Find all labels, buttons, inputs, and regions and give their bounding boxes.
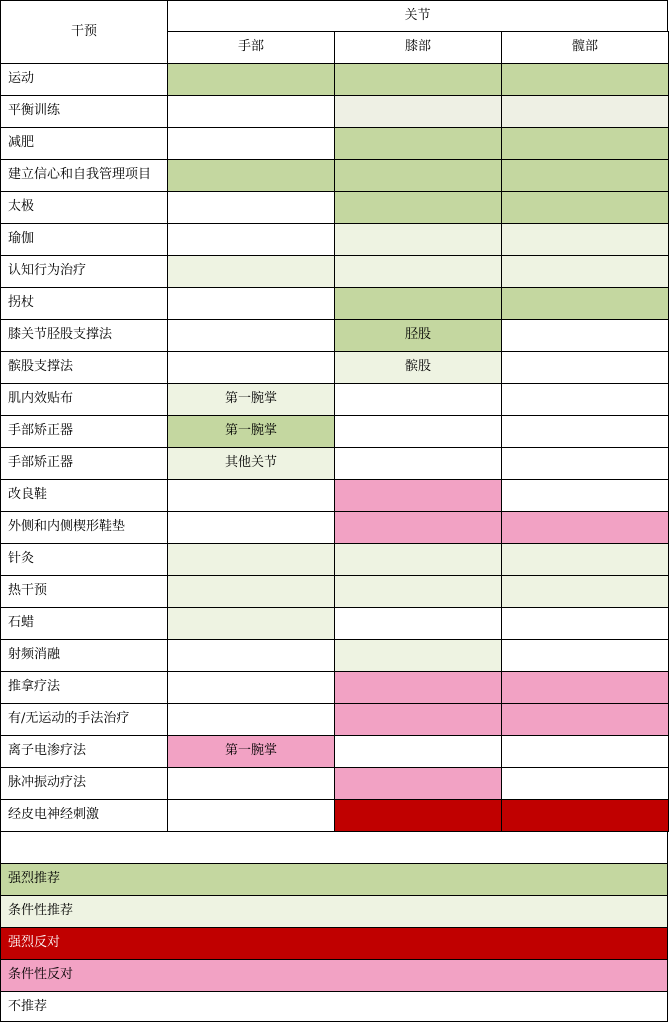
row-cell-膝部 xyxy=(334,383,502,416)
row-cell-手部 xyxy=(167,63,335,96)
row-cell-髋部 xyxy=(501,447,669,480)
row-label-text: 离子电渗疗法 xyxy=(8,743,87,758)
row-cell-手部 xyxy=(167,511,335,544)
row-cell-膝部 xyxy=(334,703,502,736)
row-cell-髋部 xyxy=(501,287,669,320)
row-cell-手部 xyxy=(167,223,335,256)
legend-item-text: 条件性推荐 xyxy=(8,903,74,918)
row-label-text: 平衡训练 xyxy=(8,103,61,118)
row-cell-手部 xyxy=(167,479,335,512)
row-cell-手部 xyxy=(167,767,335,800)
row-cell-髋部 xyxy=(501,191,669,224)
row-cell-膝部 xyxy=(334,287,502,320)
row-label xyxy=(0,767,168,800)
row-cell-膝部 xyxy=(334,159,502,192)
row-label xyxy=(0,639,168,672)
row-cell-膝部 xyxy=(334,191,502,224)
row-label xyxy=(0,735,168,768)
row-cell-手部 xyxy=(167,447,335,480)
row-cell-膝部 xyxy=(334,351,502,384)
header-joint-2-text: 髋部 xyxy=(571,39,598,54)
legend-item xyxy=(0,959,668,992)
row-cell-手部 xyxy=(167,127,335,160)
row-cell-髋部 xyxy=(501,479,669,512)
row-label-text: 手部矫正器 xyxy=(8,455,74,470)
row-label xyxy=(0,447,168,480)
row-cell-膝部 xyxy=(334,671,502,704)
row-label-text: 瑜伽 xyxy=(8,231,35,246)
row-cell-膝部 xyxy=(334,63,502,96)
row-cell-髋部 xyxy=(501,95,669,128)
row-label xyxy=(0,319,168,352)
row-label xyxy=(0,703,168,736)
row-label-text: 脉冲振动疗法 xyxy=(8,775,87,790)
row-label-text: 射频消融 xyxy=(8,647,61,662)
row-label xyxy=(0,575,168,608)
header-intervention-text: 干预 xyxy=(70,24,97,39)
row-cell-膝部-text: 髌股 xyxy=(404,359,431,374)
header-joint xyxy=(167,0,668,32)
row-label xyxy=(0,383,168,416)
row-cell-髋部 xyxy=(501,319,669,352)
header-joint-1-text: 膝部 xyxy=(404,39,431,54)
row-cell-膝部 xyxy=(334,447,502,480)
row-cell-髋部 xyxy=(501,575,669,608)
row-cell-手部 xyxy=(167,351,335,384)
row-cell-手部-text: 第一腕掌 xyxy=(224,423,277,438)
row-label-text: 有/无运动的手法治疗 xyxy=(8,711,130,726)
row-label xyxy=(0,255,168,288)
header-joint-0-text: 手部 xyxy=(237,39,264,54)
row-cell-手部 xyxy=(167,255,335,288)
row-cell-髋部 xyxy=(501,127,669,160)
row-cell-膝部 xyxy=(334,575,502,608)
row-label xyxy=(0,351,168,384)
row-cell-手部-text: 第一腕掌 xyxy=(224,743,277,758)
row-cell-膝部 xyxy=(334,223,502,256)
row-label xyxy=(0,479,168,512)
legend-item-text: 强烈推荐 xyxy=(8,871,61,886)
row-label xyxy=(0,415,168,448)
row-cell-髋部 xyxy=(501,415,669,448)
legend-item xyxy=(0,927,668,960)
row-cell-膝部 xyxy=(334,95,502,128)
row-cell-膝部 xyxy=(334,799,502,832)
row-label-text: 外侧和内侧楔形鞋垫 xyxy=(8,519,126,534)
row-cell-髋部 xyxy=(501,543,669,576)
row-label-text: 手部矫正器 xyxy=(8,423,74,438)
row-cell-膝部 xyxy=(334,607,502,640)
row-cell-髋部 xyxy=(501,671,669,704)
row-label-text: 太极 xyxy=(8,199,35,214)
spacer-row xyxy=(0,831,668,864)
header-joint-2 xyxy=(501,31,669,64)
row-cell-膝部-text: 胫股 xyxy=(404,327,431,342)
row-cell-膝部 xyxy=(334,319,502,352)
row-label xyxy=(0,159,168,192)
row-label xyxy=(0,127,168,160)
row-cell-髋部 xyxy=(501,63,669,96)
row-cell-手部 xyxy=(167,543,335,576)
row-cell-膝部 xyxy=(334,735,502,768)
row-label xyxy=(0,671,168,704)
legend-item xyxy=(0,895,668,928)
header-intervention xyxy=(0,0,168,64)
row-cell-手部-text: 第一腕掌 xyxy=(224,391,277,406)
row-cell-膝部 xyxy=(334,255,502,288)
row-label xyxy=(0,287,168,320)
row-label-text: 膝关节胫股支撑法 xyxy=(8,327,113,342)
row-label-text: 拐杖 xyxy=(8,295,35,310)
row-label-text: 热干预 xyxy=(8,583,48,598)
legend-item-text: 强烈反对 xyxy=(8,935,61,950)
row-cell-手部-text: 其他关节 xyxy=(224,455,277,470)
row-label-text: 运动 xyxy=(8,71,35,86)
row-cell-膝部 xyxy=(334,543,502,576)
row-label-text: 改良鞋 xyxy=(8,487,48,502)
row-cell-髋部 xyxy=(501,511,669,544)
row-cell-髋部 xyxy=(501,735,669,768)
row-cell-髋部 xyxy=(501,639,669,672)
row-cell-手部 xyxy=(167,735,335,768)
legend-item-text: 条件性反对 xyxy=(8,967,74,982)
header-joint-text: 关节 xyxy=(404,8,431,23)
row-label-text: 针灸 xyxy=(8,551,35,566)
row-label xyxy=(0,799,168,832)
row-cell-髋部 xyxy=(501,607,669,640)
row-cell-手部 xyxy=(167,95,335,128)
row-label-text: 减肥 xyxy=(8,135,35,150)
row-cell-髋部 xyxy=(501,383,669,416)
row-cell-手部 xyxy=(167,415,335,448)
row-cell-膝部 xyxy=(334,479,502,512)
row-label xyxy=(0,223,168,256)
row-cell-手部 xyxy=(167,799,335,832)
row-label-text: 髌股支撑法 xyxy=(8,359,74,374)
row-cell-髋部 xyxy=(501,351,669,384)
row-cell-髋部 xyxy=(501,703,669,736)
row-cell-手部 xyxy=(167,575,335,608)
legend-item-text: 不推荐 xyxy=(8,999,48,1014)
row-cell-手部 xyxy=(167,639,335,672)
row-cell-手部 xyxy=(167,703,335,736)
row-label-text: 石蜡 xyxy=(8,615,35,630)
row-cell-膝部 xyxy=(334,511,502,544)
legend-item xyxy=(0,991,668,1022)
header-joint-0 xyxy=(167,31,335,64)
row-cell-髋部 xyxy=(501,223,669,256)
row-cell-手部 xyxy=(167,383,335,416)
row-cell-膝部 xyxy=(334,415,502,448)
row-cell-膝部 xyxy=(334,127,502,160)
row-cell-髋部 xyxy=(501,767,669,800)
row-label-text: 推拿疗法 xyxy=(8,679,61,694)
row-label xyxy=(0,63,168,96)
row-cell-手部 xyxy=(167,159,335,192)
row-label xyxy=(0,511,168,544)
row-cell-膝部 xyxy=(334,639,502,672)
row-cell-手部 xyxy=(167,191,335,224)
row-cell-髋部 xyxy=(501,255,669,288)
row-label-text: 认知行为治疗 xyxy=(8,263,87,278)
row-label xyxy=(0,607,168,640)
header-joint-1 xyxy=(334,31,502,64)
row-label-text: 肌内效贴布 xyxy=(8,391,74,406)
legend-item xyxy=(0,863,668,896)
row-cell-手部 xyxy=(167,287,335,320)
row-cell-膝部 xyxy=(334,767,502,800)
row-label xyxy=(0,95,168,128)
row-label-text: 建立信心和自我管理项目 xyxy=(8,167,152,182)
row-label xyxy=(0,191,168,224)
row-cell-手部 xyxy=(167,607,335,640)
row-cell-髋部 xyxy=(501,799,669,832)
row-cell-手部 xyxy=(167,671,335,704)
row-label xyxy=(0,543,168,576)
row-cell-髋部 xyxy=(501,159,669,192)
row-label-text: 经皮电神经刺激 xyxy=(8,807,100,822)
row-cell-手部 xyxy=(167,319,335,352)
